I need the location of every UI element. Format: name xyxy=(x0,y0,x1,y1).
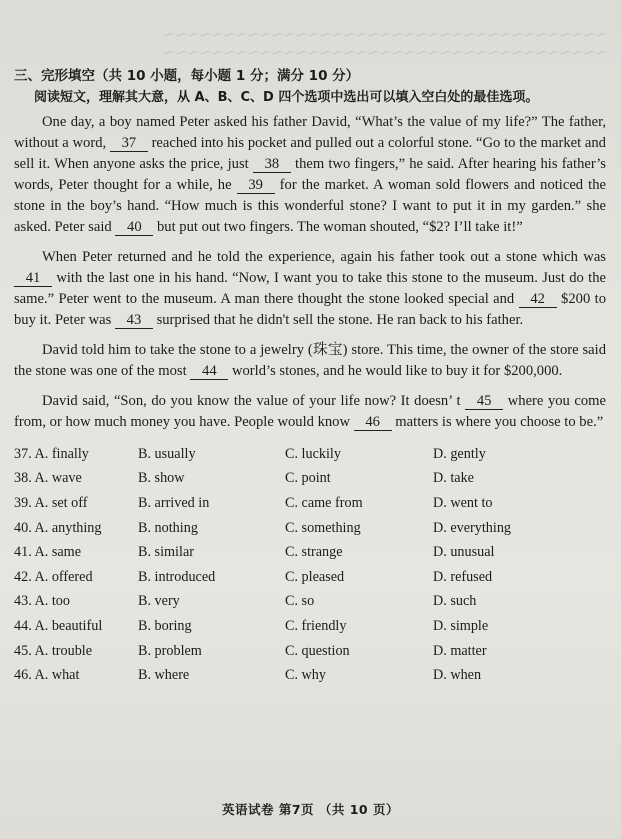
passage-text: them two fingers,” he said. After hearing his father’s words, Peter thought for a while, he xyxy=(14,156,606,193)
passage-text: world’s stones, and he would like to buy it for $200,000. xyxy=(228,363,563,379)
option-a: 42. A. offered xyxy=(14,568,93,585)
passage-paragraph xyxy=(14,340,606,382)
passage-text: surprised that he didn't sell the stone. He ran back to his father. xyxy=(152,312,524,328)
blank-38: 38 xyxy=(253,157,291,173)
option-row xyxy=(14,516,606,541)
passage-paragraph xyxy=(14,247,606,331)
option-b: B. similar xyxy=(138,544,194,561)
option-b: B. introduced xyxy=(138,568,216,585)
section-heading: 三、完形填空（共 10 小题，每小题 1 分；满分 10 分） xyxy=(14,68,360,84)
blank-43: 43 xyxy=(115,313,153,329)
passage-text: but put out two fingers. The woman shouted, “$2? I’ll take it!” xyxy=(153,219,523,235)
option-a: 39. A. set off xyxy=(14,494,88,511)
option-row xyxy=(14,491,606,516)
option-d: D. everything xyxy=(433,519,512,536)
option-c: C. something xyxy=(285,519,361,536)
option-c: C. point xyxy=(285,470,331,487)
passage-text: David told him to take the stone to a jewelry (珠宝) store. This time, the owner of the store said the stone was one of the most xyxy=(14,342,606,379)
option-c: C. so xyxy=(285,593,315,610)
passage-paragraph xyxy=(14,112,606,238)
passage xyxy=(14,112,606,433)
option-c: C. came from xyxy=(285,494,363,511)
option-c: C. question xyxy=(285,642,350,659)
passage-text: with the last one in his hand. “Now, I want you to take this stone to the museum. Just do the same.” Peter went to the museum. A man there thought the stone looked special and xyxy=(14,270,606,307)
option-a: 46. A. what xyxy=(14,667,80,684)
option-row xyxy=(14,540,606,565)
option-b: B. nothing xyxy=(138,519,198,536)
option-row xyxy=(14,467,606,492)
option-c: C. pleased xyxy=(285,568,345,585)
option-a: 45. A. trouble xyxy=(14,642,93,659)
blank-37: 37 xyxy=(110,136,148,152)
passage-text: matters is where you choose to be.” xyxy=(391,414,604,430)
blank-45: 45 xyxy=(465,394,503,410)
blank-44: 44 xyxy=(190,364,228,380)
passage-text: for the market. A woman sold flowers and noticed the stone in the boy’s hand. “How much is this wonderful stone? I want to put it in my garden.” she asked. Peter said xyxy=(14,177,606,235)
option-b: B. very xyxy=(138,593,180,610)
option-a: 38. A. wave xyxy=(14,470,82,487)
passage-text: where you come from, or how much money you have. People would know xyxy=(14,393,606,430)
option-c: C. luckily xyxy=(285,445,341,462)
option-d: D. gently xyxy=(433,445,486,462)
option-d: D. such xyxy=(433,593,477,610)
option-d: D. simple xyxy=(433,617,489,634)
option-b: B. where xyxy=(138,667,190,684)
bleed-through-text: ～～～～～～～～～～～～～～～～～～～～～～～～～～～～～～～～～～～～～ ～～～～～～～～～～～～～～～～～～～～～～～～～～～～～～～～～～～～～ xyxy=(162,28,607,60)
option-d: D. unusual xyxy=(433,544,495,561)
option-d: D. matter xyxy=(433,642,487,659)
passage-text: David said, “Son, do you know the value of your life now? It doesn’ t xyxy=(42,393,466,409)
option-row xyxy=(14,442,606,467)
option-a: 43. A. too xyxy=(14,593,70,610)
option-a: 37. A. finally xyxy=(14,445,89,462)
option-b: B. show xyxy=(138,470,185,487)
cloze-section xyxy=(14,66,606,688)
option-c: C. why xyxy=(285,667,326,684)
option-b: B. usually xyxy=(138,445,196,462)
options-table xyxy=(14,442,606,688)
option-row xyxy=(14,663,606,688)
option-d: D. take xyxy=(433,470,474,487)
option-row xyxy=(14,639,606,664)
page-footer: 英语试卷 第7页 （共 10 页） xyxy=(221,802,399,817)
option-d: D. went to xyxy=(433,494,493,511)
blank-40: 40 xyxy=(115,220,153,236)
blank-39: 39 xyxy=(237,178,275,194)
option-d: D. refused xyxy=(433,568,493,585)
option-c: C. friendly xyxy=(285,617,347,634)
option-row xyxy=(14,565,606,590)
passage-paragraph xyxy=(14,391,606,433)
option-b: B. boring xyxy=(138,617,192,634)
passage-text: $200 to buy it. Peter was xyxy=(14,291,606,328)
passage-text: reached into his pocket and pulled out a colorful stone. “Go to the market and sell it. When anyone asks the price, just xyxy=(14,135,606,172)
option-c: C. strange xyxy=(285,544,343,561)
option-a: 41. A. same xyxy=(14,544,81,561)
option-a: 44. A. beautiful xyxy=(14,617,103,634)
section-instruction: 阅读短文，理解其大意，从 A、B、C、D 四个选项中选出可以填入空白处的最佳选项。 xyxy=(34,90,539,105)
option-d: D. when xyxy=(433,667,482,684)
option-row xyxy=(14,590,606,615)
option-row xyxy=(14,614,606,639)
option-b: B. problem xyxy=(138,642,202,659)
option-b: B. arrived in xyxy=(138,494,210,511)
blank-46: 46 xyxy=(354,415,392,431)
blank-42: 42 xyxy=(519,292,557,308)
passage-text: One day, a boy named Peter asked his father David, “What’s the value of my life?” The father, without a word, xyxy=(14,114,606,151)
passage-text: When Peter returned and he told the experience, again his father took out a stone which was xyxy=(42,249,606,265)
blank-41: 41 xyxy=(14,271,52,287)
option-a: 40. A. anything xyxy=(14,519,102,536)
